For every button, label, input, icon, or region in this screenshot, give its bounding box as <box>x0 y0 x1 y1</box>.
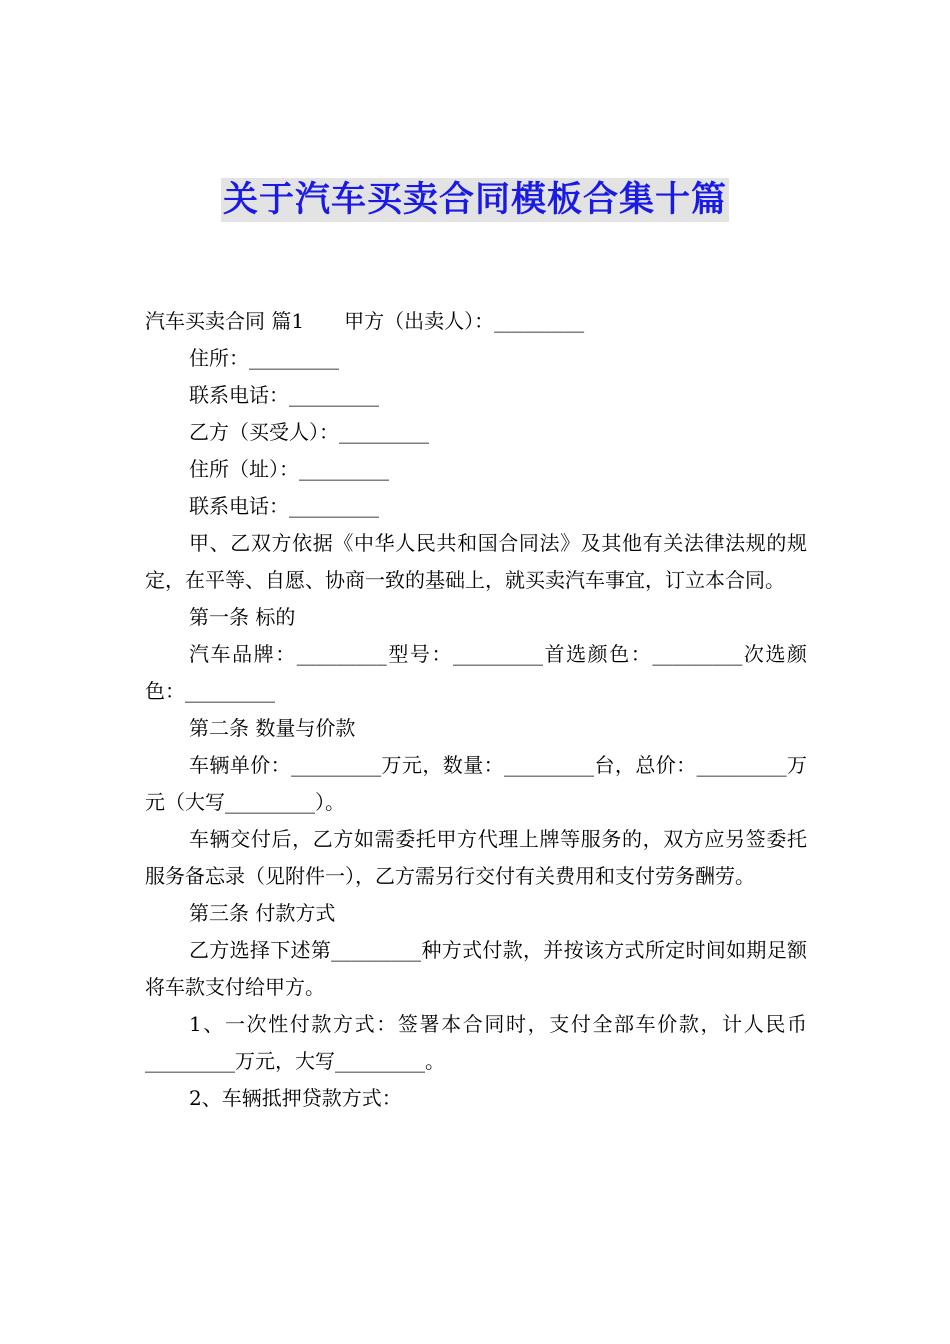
paragraph-heading-party-a: 汽车买卖合同 篇1 甲方（出卖人）：_________ <box>145 309 585 333</box>
paragraph-article-3-choice: 乙方选择下述第_________种方式付款，并按该方式所定时间如期足额将车款支付给甲方。 <box>145 938 807 999</box>
paragraph-article-3-heading: 第三条 付款方式 <box>189 901 336 925</box>
paragraph-article-1-heading: 第一条 标的 <box>189 605 296 629</box>
paragraph-article-2-heading: 第二条 数量与价款 <box>189 716 356 740</box>
paragraph-article-2-price: 车辆单价：_________万元，数量：_________台，总价：_________万元（大写_________）。 <box>145 753 807 814</box>
paragraph-party-a-phone: 联系电话：_________ <box>189 383 379 407</box>
paragraph-preamble: 甲、乙双方依据《中华人民共和国合同法》及其他有关法律法规的规定，在平等、自愿、协商一致的基础上，就买卖汽车事宜，订立本合同。 <box>145 531 807 592</box>
document-title: 关于汽车买卖合同模板合集十篇 <box>222 180 727 220</box>
paragraph-article-3-loan: 2、车辆抵押贷款方式： <box>189 1086 402 1110</box>
paragraph-article-1-body: 汽车品牌：_________型号：_________首选颜色：_________次选颜色：_________ <box>145 642 807 703</box>
paragraph-party-b: 乙方（买受人）：_________ <box>189 420 429 444</box>
paragraph-party-a-address: 住所：_________ <box>189 346 339 370</box>
paragraph-party-b-address: 住所（址）：_________ <box>189 457 389 481</box>
document-body <box>145 303 807 1117</box>
paragraph-party-b-phone: 联系电话：_________ <box>189 494 379 518</box>
paragraph-article-3-lump-sum: 1、一次性付款方式：签署本合同时，支付全部车价款，计人民币_________万元，大写_________。 <box>145 1012 807 1073</box>
title-container <box>0 178 950 222</box>
paragraph-article-2-service: 车辆交付后，乙方如需委托甲方代理上牌等服务的，双方应另签委托服务备忘录（见附件一），乙方需另行交付有关费用和支付劳务酬劳。 <box>145 827 807 888</box>
